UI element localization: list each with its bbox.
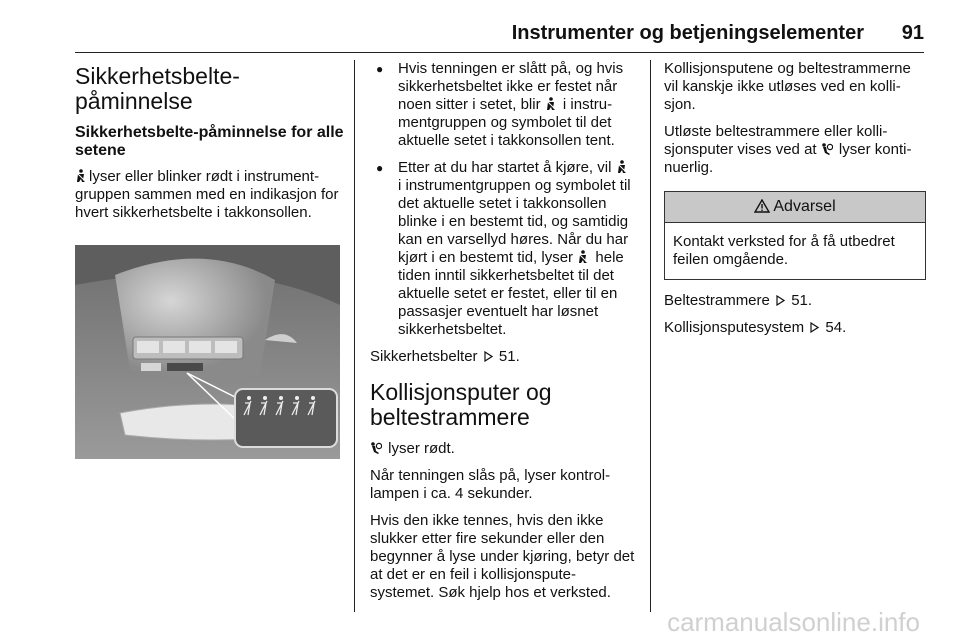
header-rule (75, 52, 924, 53)
column-divider (354, 60, 355, 612)
header-title: Instrumenter og betjeningselementer (511, 22, 864, 44)
paragraph: Utløste beltestrammere eller kollisjonsputer vises ved at lyser kontinuerlig. (664, 123, 912, 176)
airbag-icon (821, 142, 833, 156)
page-number: 91 (901, 22, 924, 44)
watermark: carmanualsonline.info (667, 607, 920, 637)
column-3 (664, 60, 926, 346)
paragraph: Hvis den ikke tennes, hvis den ikke slukker etter fire sekunder eller den begynner å lyse under kjøring, betyr det at det er en feil i kollisjonsputesystemet. Søk hjelp hos et verksted. (370, 512, 635, 601)
seatbelt-icon (616, 160, 628, 174)
subsection-heading: Sikkerhetsbelte-påminnelse for alle setene (75, 124, 344, 159)
bullet-list (370, 60, 635, 339)
list-item: ● Etter at du har startet å kjøre, vil i instrumentgruppen og symbolet til det aktuelle setet i takkonsollen blinke i en bestemt tid, og samtidig kan en varsellyd høres. Når du har kjørt i en bestemt tid, lyser hele tiden inntil sikkerhetsbeltet til det aktuelle setet er festet, eller til en passasjer eventuelt har løsnet sikkerhetsbeltet. (370, 159, 635, 339)
paragraph: Når tenningen slås på, lyser kontrollampen i ca. 4 sekunder. (370, 467, 611, 502)
airbag-icon (370, 441, 382, 455)
warning-triangle-icon (754, 199, 770, 213)
page-header (0, 0, 960, 52)
paragraph: lyser rødt. (370, 440, 635, 458)
cross-reference: Beltestrammere 51. (664, 292, 813, 309)
paragraph: Kollisjonsputene og beltestrammerne vil kanskje ikke utløses ved en kollisjon. (664, 60, 911, 113)
warning-text: Kontakt verksted for å få utbedret feilen omgående. (673, 233, 895, 268)
cross-reference: Sikkerhetsbelter 51. (370, 348, 520, 365)
seatbelt-icon (577, 250, 589, 264)
page-reference-arrow-icon (776, 295, 785, 306)
section-heading: Kollisjonsputer og beltestrammere (370, 379, 552, 430)
page-reference-arrow-icon (484, 351, 493, 362)
page-reference-arrow-icon (810, 322, 819, 333)
overhead-console-illustration (75, 245, 340, 459)
warning-header: Advarsel (665, 192, 925, 223)
column-divider (650, 60, 651, 612)
seatbelt-icon (75, 169, 87, 183)
seatbelt-icon (545, 97, 557, 111)
paragraph: lyser eller blinker rødt i instrumentgruppen sammen med en indikasjon for hvert sikkerhetsbelte i takkonsollen. (75, 168, 339, 221)
column-1 (75, 60, 345, 464)
cross-reference: Kollisjonsputesystem 54. (664, 319, 847, 336)
warning-box (664, 191, 926, 280)
list-item: ● Hvis tenningen er slått på, og hvis sikkerhetsbeltet ikke er festet når noen sitter i setet, blir i instrumentgruppen og symbolet til det aktuelle setet i takkonsollen tent. (370, 60, 635, 150)
section-heading: Sikkerhetsbelte-påminnelse (75, 63, 240, 114)
column-2 (370, 60, 635, 611)
